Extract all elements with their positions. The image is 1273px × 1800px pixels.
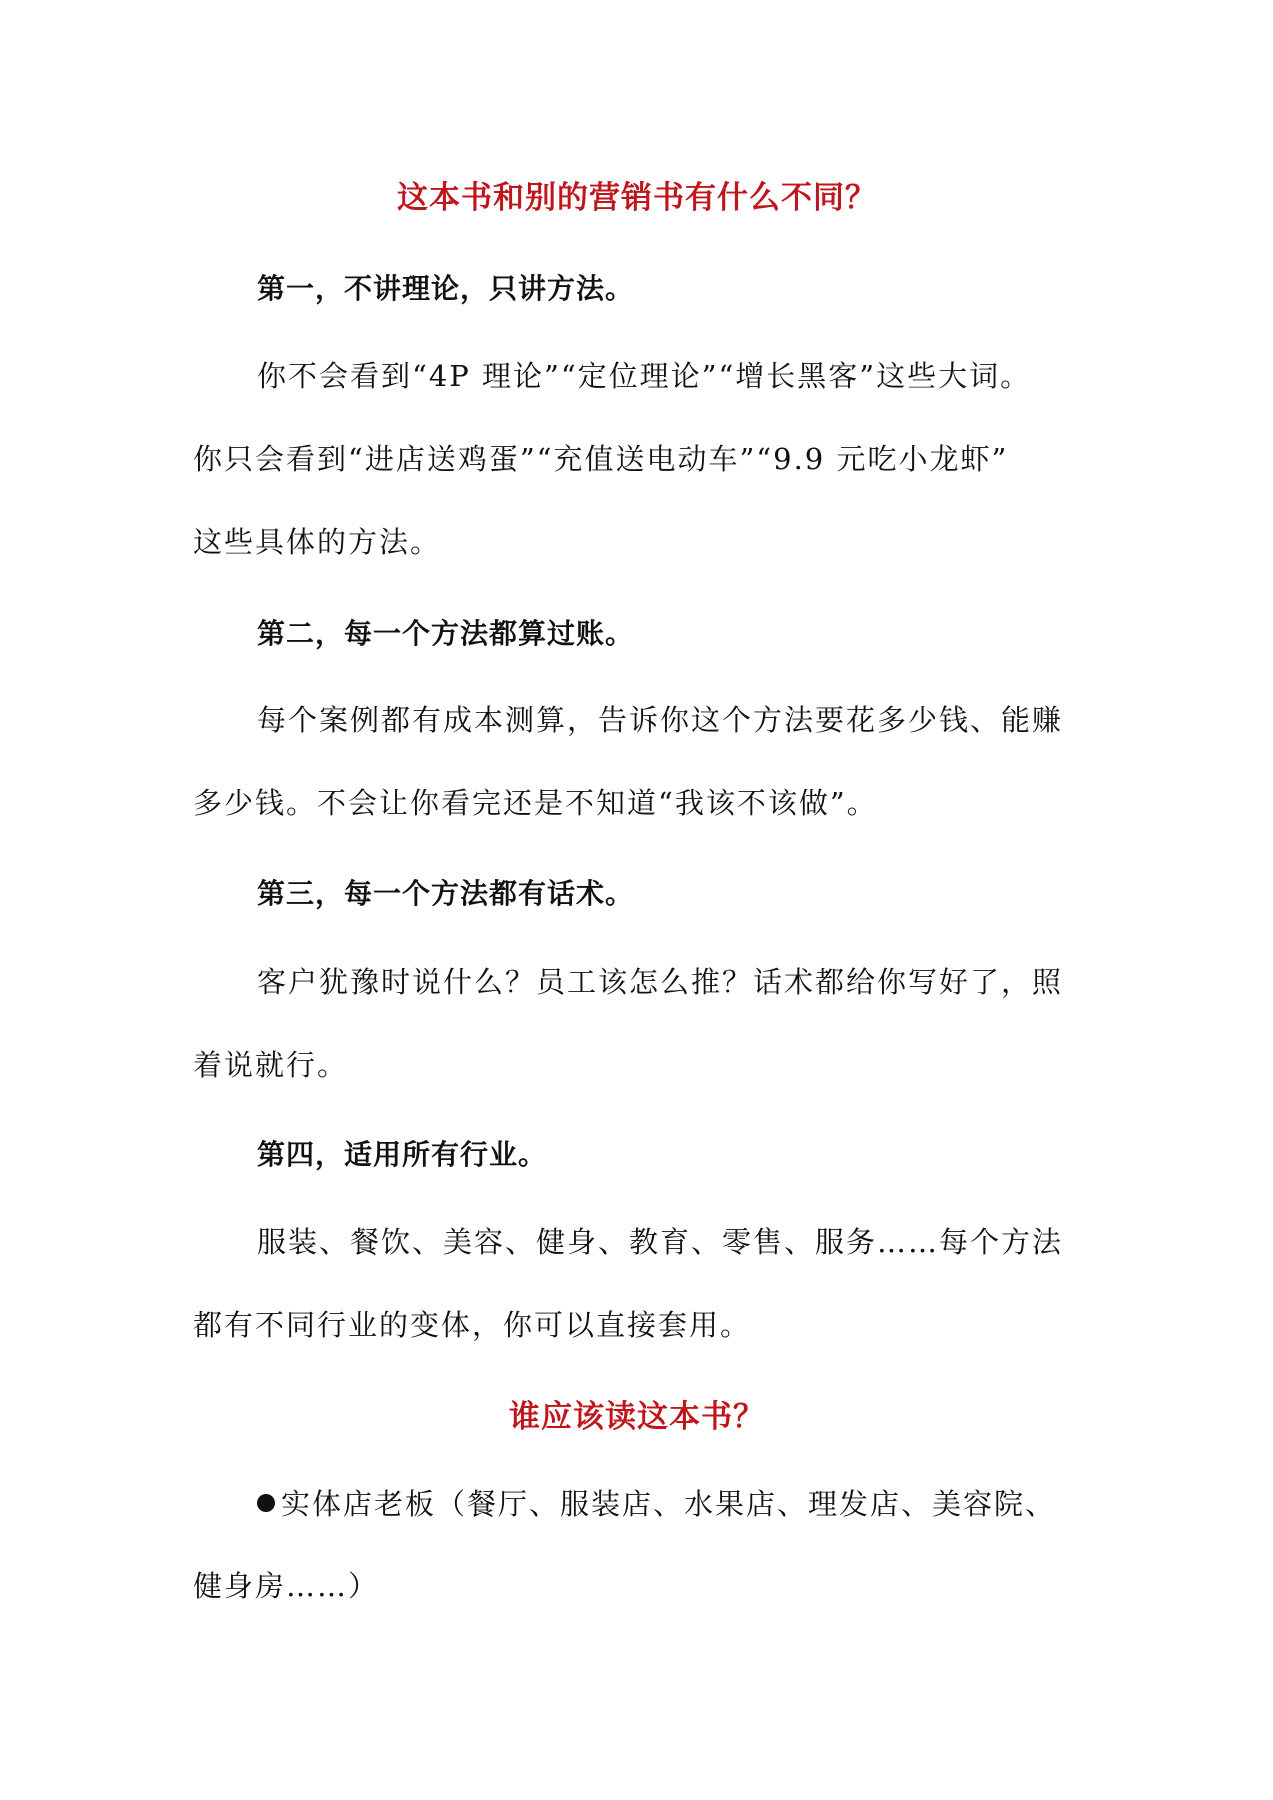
point-1-title: 第一，不讲理论，只讲方法。	[257, 272, 635, 305]
audience-item-1	[257, 1484, 1056, 1524]
point-2-line-1: 每个案例都有成本测算，告诉你这个方法要花多少钱、能赚	[257, 703, 1064, 737]
point-4-line-1: 服装、餐饮、美容、健身、教育、零售、服务……每个方法	[257, 1225, 1064, 1259]
audience-item-1-text: 实体店老板（餐厅、服装店、水果店、理发店、美容院、	[281, 1487, 1057, 1521]
bullet-icon	[257, 1494, 275, 1512]
point-4-line-2: 都有不同行业的变体，你可以直接套用。	[193, 1308, 752, 1342]
point-3-line-1: 客户犹豫时说什么？员工该怎么推？话术都给你写好了，照	[257, 965, 1064, 999]
point-1-line-1: 你不会看到“4P 理论”“定位理论”“增长黑客”这些大词。	[257, 359, 1032, 393]
point-3-title: 第三，每一个方法都有话术。	[257, 877, 635, 910]
point-1-line-3: 这些具体的方法。	[193, 525, 442, 559]
section-heading-difference: 这本书和别的营销书有什么不同？	[397, 180, 877, 216]
point-3-line-2: 着说就行。	[193, 1048, 349, 1082]
audience-item-1-continued: 健身房……）	[193, 1569, 380, 1603]
point-1-line-2: 你只会看到“进店送鸡蛋”“充值送电动车”“9.9 元吃小龙虾”	[193, 442, 1009, 476]
point-4-title: 第四，适用所有行业。	[257, 1138, 548, 1171]
section-heading-audience: 谁应该读这本书？	[509, 1399, 765, 1435]
point-2-line-2: 多少钱。不会让你看完还是不知道“我该不该做”。	[193, 786, 878, 820]
point-2-title: 第二，每一个方法都算过账。	[257, 617, 635, 650]
